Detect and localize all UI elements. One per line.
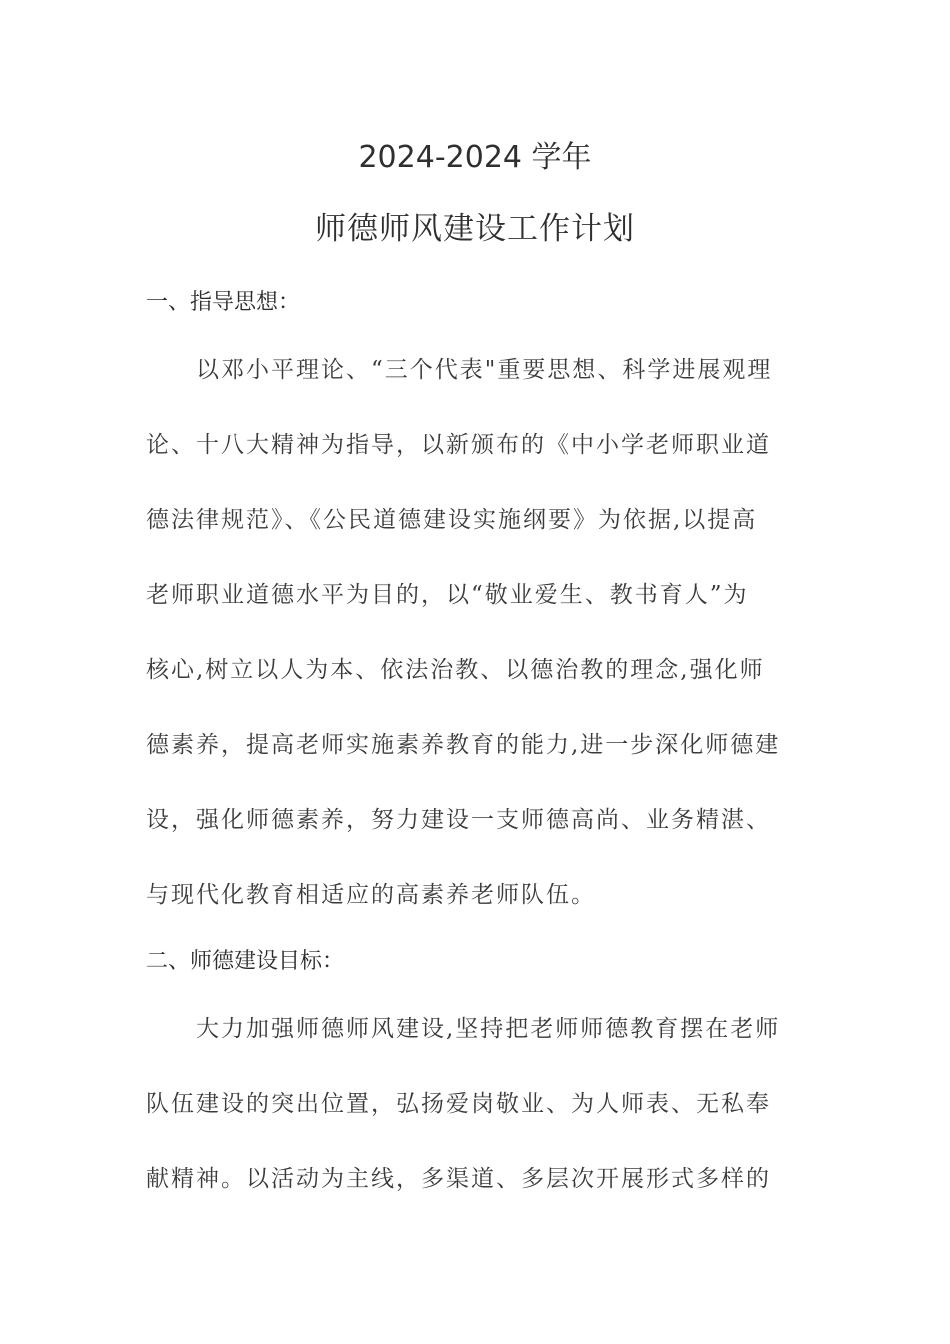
section-body-ethics-goals [146, 1014, 806, 1239]
paragraph-line: 与现代化教育相适应的高素养老师队伍。 [146, 882, 596, 908]
document-title-year: 2024-2024 学年 [358, 140, 592, 175]
paragraph-line: 核心,树立以人为本、依法治教、以德治教的理念,强化师 [146, 657, 765, 683]
section-heading-guiding-ideology: 一、指导思想： [146, 290, 301, 315]
paragraph-line: 设，强化师德素养，努力建设一支师德高尚、业务精湛、 [146, 807, 771, 833]
section-body-guiding-ideology [146, 355, 806, 955]
paragraph-line: 老师职业道德水平为目的，以“敬业爱生、教书育人”为 [146, 582, 749, 608]
document-title: 师德师风建设工作计划 [315, 211, 635, 247]
paragraph-line: 献精神。以活动为主线，多渠道、多层次开展形式多样的 [146, 1166, 771, 1192]
paragraph-line: 德素养，提高老师实施素养教育的能力,进一步深化师德建 [146, 732, 781, 758]
paragraph-line: 德法律规范》、《公民道德建设实施纲要》为依据,以提高 [146, 507, 758, 533]
paragraph-line: 大力加强师德师风建设,坚持把老师师德教育摆在老师 [196, 1016, 781, 1042]
paragraph-line: 以邓小平理论、“三个代表"重要思想、科学进展观理 [196, 357, 773, 383]
paragraph-line: 论、十八大精神为指导，以新颁布的《中小学老师职业道 [146, 432, 771, 458]
section-heading-ethics-goals: 二、师德建设目标： [146, 949, 345, 974]
paragraph-line: 队伍建设的突出位置，弘扬爱岗敬业、为人师表、无私奉 [146, 1091, 771, 1117]
